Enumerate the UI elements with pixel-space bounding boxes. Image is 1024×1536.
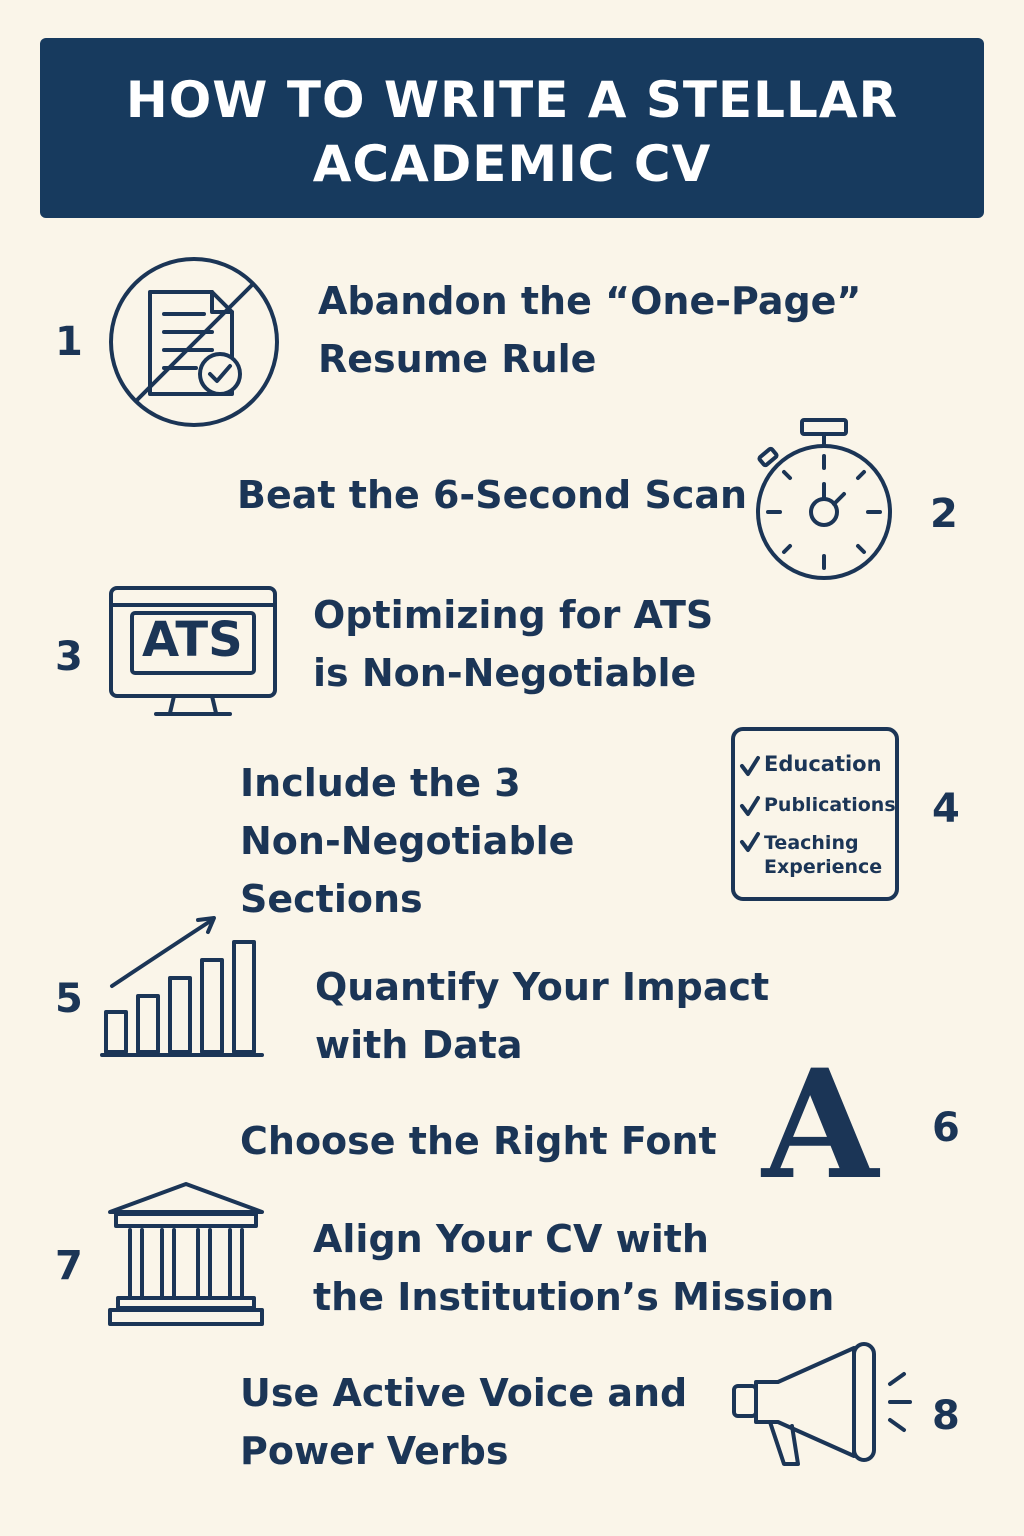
stopwatch-icon bbox=[752, 416, 896, 582]
tip-1-number: 1 bbox=[55, 319, 83, 365]
tip-3-line-1: Optimizing for ATS bbox=[313, 593, 714, 637]
tip-3-line-2: is Non-Negotiable bbox=[313, 651, 697, 695]
tip-8-number: 8 bbox=[932, 1393, 960, 1439]
checklist-item-teaching: Teaching bbox=[764, 832, 859, 854]
title-banner bbox=[40, 38, 984, 218]
tip-4-line-2: Non-Negotiable bbox=[240, 819, 575, 863]
tip-5-line-1: Quantify Your Impact bbox=[315, 965, 770, 1009]
tip-3-number: 3 bbox=[55, 634, 83, 680]
tip-7-number: 7 bbox=[55, 1243, 83, 1289]
tip-4-number: 4 bbox=[932, 786, 960, 832]
tip-5-number: 5 bbox=[55, 976, 83, 1022]
tip-4-line-1: Include the 3 bbox=[240, 761, 521, 805]
tip-1-label bbox=[318, 272, 861, 388]
tip-1-line-2: Resume Rule bbox=[318, 337, 597, 381]
tip-2-line-1: Beat the 6-Second Scan bbox=[237, 473, 748, 517]
tip-4-label bbox=[240, 754, 574, 928]
tip-2-label bbox=[237, 466, 747, 524]
tip-3-label bbox=[313, 586, 713, 702]
tip-8-line-2: Power Verbs bbox=[240, 1429, 509, 1473]
tip-7-line-1: Align Your CV with bbox=[313, 1217, 709, 1261]
checklist-item-publications: Publications bbox=[764, 794, 896, 816]
tip-5-line-2: with Data bbox=[315, 1023, 523, 1067]
tip-1-line-1: Abandon the “One-Page” bbox=[318, 279, 862, 323]
tip-2-number: 2 bbox=[930, 491, 958, 537]
ats-icon-text: ATS bbox=[142, 612, 243, 668]
font-letter-icon: A bbox=[762, 1037, 879, 1213]
checklist-item-education: Education bbox=[764, 752, 882, 776]
megaphone-icon bbox=[730, 1340, 916, 1470]
title-line-1: HOW TO WRITE A STELLAR bbox=[125, 71, 899, 129]
tip-6-number: 6 bbox=[932, 1105, 960, 1151]
checklist-item-experience: Experience bbox=[764, 856, 883, 878]
tip-8-label bbox=[240, 1364, 687, 1480]
tip-7-label bbox=[313, 1210, 834, 1326]
tip-4-line-3: Sections bbox=[240, 877, 423, 921]
institution-icon bbox=[106, 1180, 266, 1328]
tip-7-line-2: the Institution’s Mission bbox=[313, 1275, 835, 1319]
no-document-icon bbox=[108, 256, 280, 428]
tip-6-label bbox=[240, 1112, 717, 1170]
tip-6-line-1: Choose the Right Font bbox=[240, 1119, 717, 1163]
page-title bbox=[40, 68, 984, 196]
tip-8-line-1: Use Active Voice and bbox=[240, 1371, 688, 1415]
growth-chart-icon bbox=[100, 914, 266, 1060]
title-line-2: ACADEMIC CV bbox=[312, 135, 712, 193]
tip-5-label bbox=[315, 958, 769, 1074]
